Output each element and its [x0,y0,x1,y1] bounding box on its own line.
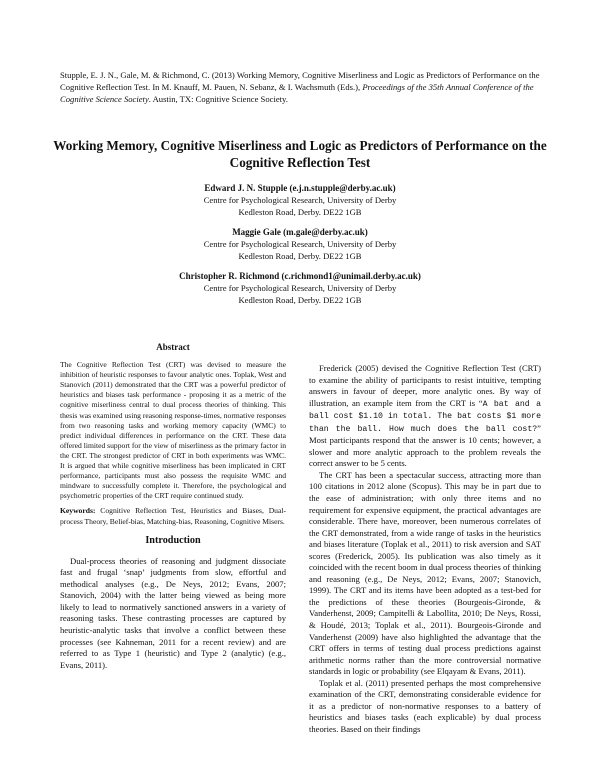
left-column [60,342,286,671]
author-block [0,270,600,306]
keywords-list: Cognitive Reflection Test, Heuristics and Biases, Dual-process Theory, Belief-bias, Matching-bias, Reasoning, Cognitive Misers. [60,506,286,526]
author-affiliation: Centre for Psychological Research, University of Derby [203,239,397,249]
crt-success-paragraph: The CRT has been a spectacular success, attracting more than 100 citations in 2012 alone (Scopus). This may be in part due to the ease of administration; with only three items and no requirement for expensive equipment, the practical advantages are considerable. There have, moreover, been numerous correlates of the CRT demonstrated, from a wide range of tasks in the heuristics and biases literature (Toplak et al., 2011) to risk aversion and SAT scores (Frederick, 2005). Its publication was also timely as it coincided with the recent boom in dual process theories of thinking and reasoning (e.g., De Neys, 2012; Evans, 2007; Stanovich, 1999). The CRT and its items have been adopted as a test-bed for the predictions of these theories (Bourgeois-Gironde, & Vanderhenst, 2009; Campitelli & Labollita, 2010; De Neys, Rossi, & Houdé, 2013; Toplak et al., 2011). Bourgeois-Gironde and Vanderhenst (2009) have also highlighted the advantage that the CRT offers in terms of testing dual process predictions against arithmetic norms rather than the more controversial normative standards in logic or probability (see Elqayam & Evans, 2011). [309,469,541,677]
citation-publisher: . Austin, TX: Cognitive Science Society. [148,94,288,104]
keywords [60,506,286,526]
citation-text: Stupple, E. J. N., Gale, M. & Richmond, C. (2013) Working Memory, Cognitive Miserliness and Logic as Predictors of Performance on the Cognitive Reflection Test. In M. Knauff, M. Pauen, N. Sebanz, & I. Wachsmuth (Eds.), [60,70,540,92]
author-address: Kedleston Road, Derby. DE22 1GB [238,207,362,217]
author-address: Kedleston Road, Derby. DE22 1GB [238,251,362,261]
paper-title: Working Memory, Cognitive Miserliness and Logic as Predictors of Performance on the Cognitive Reflection Test [53,138,547,170]
crt-paragraph [309,363,541,470]
author-block [0,182,600,218]
introduction-heading: Introduction [145,534,201,546]
author-list [0,182,600,314]
crt-paragraph-rest: ” Most participants respond that the answer is 10 cents; however, a slower and more analytic approach to the problem reveals the correct answer to be 5 cents. [309,422,541,469]
toplak-paragraph: Toplak et al. (2011) presented perhaps the most comprehensive examination of the CRT, demonstrating considerable evidence for it as a predictor of non-normative responses to a battery of heuristics and biases tasks (each explicable) by dual process theories. Based on their findings [309,677,541,734]
author-name: Edward J. N. Stupple (e.j.n.stupple@derby.ac.uk) [204,183,396,193]
right-column [309,363,541,736]
author-address: Kedleston Road, Derby. DE22 1GB [238,295,362,305]
introduction-paragraph: Dual-process theories of reasoning and judgment dissociate fast and frugal ‘snap’ judgments from slow, effortful and methodical analyses (e.g., De Neys, 2012; Evans, 2007; Stanovich, 2004) with the latter being viewed as being more likely to lead to normatively sanctioned answers in a variety of reasoning tasks. These contrasting processes are captured by heuristic-analytic tasks that involve a conflict between these processes (see Kahneman, 2011 for a recent review) and are referred to as Type 1 (heuristic) and Type 2 (analytic) (e.g., Evans, 2011). [60,555,286,670]
citation-note [60,69,544,105]
author-name: Maggie Gale (m.gale@derby.ac.uk) [232,227,368,237]
abstract-text: The Cognitive Reflection Test (CRT) was devised to measure the inhibition of heuristic responses to favour analytic ones. Toplak, West and Stanovich (2011) demonstrated that the CRT was a powerful predictor of heuristics and biases task performance - proposing it as a metric of the cognitive miserliness central to dual process theories of thinking. This thesis was examined using reasoning response-times, normative responses from two reasoning tasks and working memory capacity (WMC) to predict individual differences in performance on the CRT. These data offered limited support for the view of miserliness as the primary factor in the CRT. The strongest predictor of CRT in both experiments was WMC. It is argued that while cognitive miserliness has been implicated in CRT performance, participants must also possess the requisite WMC and mindware to successfully complete it. Therefore, the psychological and psychometric properties of the CRT require continued study. [60,360,286,501]
author-block [0,226,600,262]
author-affiliation: Centre for Psychological Research, University of Derby [203,283,397,293]
crt-example-item: A bat and a ball cost $1.10 in total. The bat costs $1 more than the ball. How much does the ball cost? [309,399,542,434]
citation-proceedings: Proceedings of the 35th Annual Conference of the Cognitive Science Society [60,82,534,104]
abstract-heading: Abstract [156,342,190,352]
keywords-label: Keywords: [60,506,96,516]
author-affiliation: Centre for Psychological Research, University of Derby [203,195,397,205]
author-name: Christopher R. Richmond (c.richmond1@unimail.derby.ac.uk) [179,271,421,281]
crt-paragraph-intro: Frederick (2005) devised the Cognitive Reflection Test (CRT) to examine the ability of participants to resist intuitive, tempting answers in favour of deeper, more analytic ones. By way of illustration, an example item from the CRT is “ [309,363,541,408]
